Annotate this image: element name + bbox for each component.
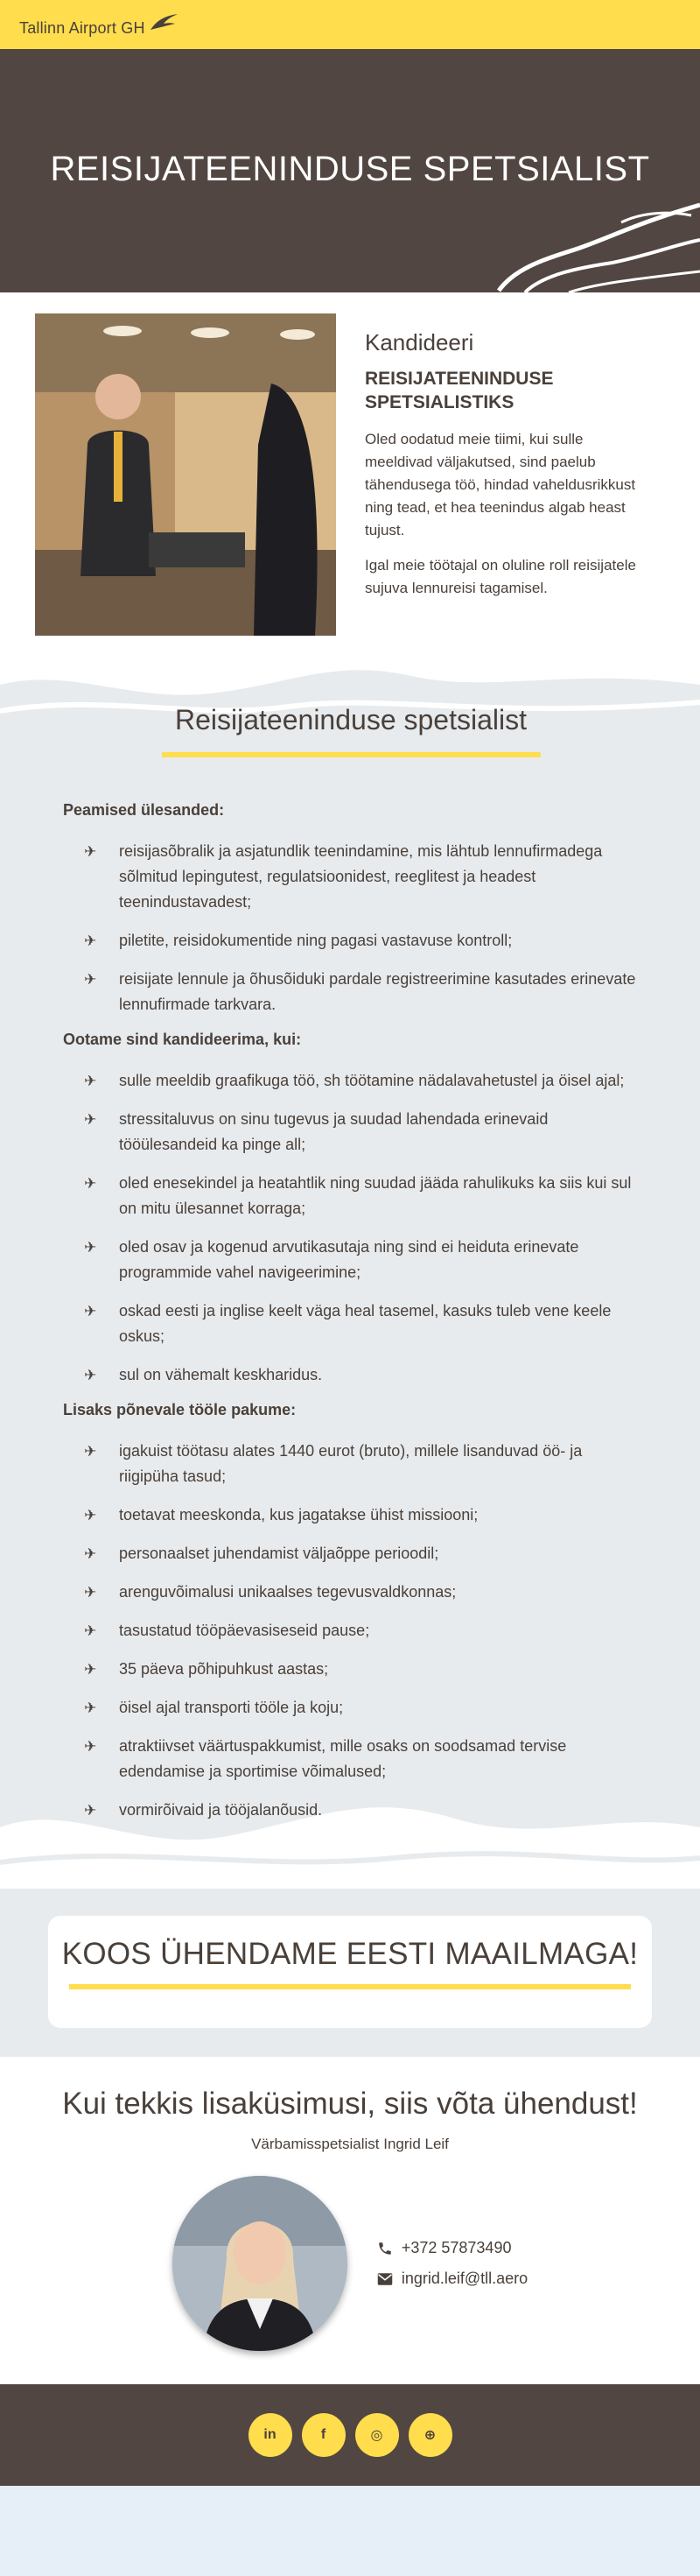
email-link[interactable]	[377, 2270, 528, 2288]
website-globe-icon[interactable]: ⊕	[409, 2413, 452, 2457]
top-bar	[0, 0, 700, 49]
list-item: ✈ stressitaluvus on sinu tugevus ja suudad lahendada erinevaid tööülesandeid ka pinge all;	[63, 1107, 639, 1158]
intro-text	[365, 313, 645, 658]
linkedin-icon[interactable]: in	[248, 2413, 292, 2457]
plane-icon: ✈	[84, 1700, 97, 1716]
plane-icon: ✈	[84, 1738, 97, 1755]
list-item: ✈ vormirõivaid ja tööjalanõusid.	[63, 1798, 639, 1823]
list-item: ✈ toetavat meeskonda, kus jagatakse ühist missiooni;	[63, 1503, 639, 1528]
requirements-list	[63, 1068, 639, 1388]
plane-icon: ✈	[84, 1111, 97, 1128]
intro-section	[0, 292, 700, 658]
plane-icon: ✈	[84, 1073, 97, 1089]
slogan-card	[48, 1916, 652, 2028]
recruiter-avatar	[172, 2176, 347, 2351]
envelope-icon	[377, 2272, 393, 2286]
section-title-requirements: Ootame sind kandideerima, kui:	[63, 1031, 302, 1048]
plane-icon: ✈	[84, 1175, 97, 1192]
list-item: ✈ reisijate lennule ja õhusõiduki pardale registreerimine kasutades erinevate lennufirmade tarkvara.	[63, 967, 639, 1017]
slogan-text: KOOS ÜHENDAME EESTI MAAILMAGA!	[61, 1937, 639, 1971]
role-heading: REISIJATEENINDUSE SPETSIALISTIKS	[365, 369, 554, 412]
plane-icon: ✈	[84, 1507, 97, 1524]
contact-row	[0, 2176, 700, 2351]
swallow-bird-icon	[149, 12, 178, 35]
list-item: ✈ sul on vähemalt keskharidus.	[63, 1362, 639, 1388]
plane-icon: ✈	[84, 933, 97, 949]
contact-title: Kui tekkis lisaküsimusi, siis võta ühendust!	[62, 2087, 638, 2121]
plane-icon: ✈	[84, 1239, 97, 1256]
list-item: ✈ reisijasõbralik ja asjatundlik teenindamine, mis lähtub lennufirmadega sõlmitud lepingutest, regulatsioonidest, reeglitest ja headest teenindustavadest;	[63, 839, 639, 915]
plane-icon: ✈	[84, 971, 97, 988]
details-title: Reisijateeninduse spetsialist	[175, 704, 527, 735]
list-item: ✈ oled enesekindel ja heatahtlik ning suudad jääda rahulikuks ka siis kui sul on mitu ülesannet korraga;	[63, 1171, 639, 1221]
list-item: ✈ oskad eesti ja inglise keelt väga heal tasemel, kasuks tuleb vene keele oskus;	[63, 1299, 639, 1349]
employee-photo	[35, 313, 336, 636]
plane-icon: ✈	[84, 1661, 97, 1678]
facebook-icon[interactable]: f	[302, 2413, 346, 2457]
plane-icon: ✈	[84, 1584, 97, 1601]
plane-icon: ✈	[84, 1367, 97, 1383]
list-item: ✈ oled osav ja kogenud arvutikasutaja ning sind ei heiduta erinevate programmide vahel navigeerimine;	[63, 1235, 639, 1285]
recruiter-name: Värbamisspetsialist Ingrid Leif	[251, 2136, 449, 2152]
plane-icon: ✈	[84, 1545, 97, 1562]
list-item: ✈ igakuist töötasu alates 1440 eurot (bruto), millele lisanduvad öö- ja riigipüha tasud;	[63, 1439, 639, 1489]
benefits-list	[63, 1439, 639, 1823]
list-item: ✈ personaalset juhendamist väljaõppe perioodil;	[63, 1541, 639, 1566]
phone-link[interactable]	[377, 2239, 528, 2257]
list-item: ✈ piletite, reisidokumentide ning pagasi vastavuse kontroll;	[63, 928, 639, 954]
hero-title: REISIJATEENINDUSE SPETSIALIST	[50, 149, 650, 188]
apply-kicker: Kandideeri	[365, 329, 474, 355]
title-underline	[162, 752, 541, 757]
contact-section	[0, 2057, 700, 2384]
list-item: ✈ tasustatud tööpäevasiseseid pause;	[63, 1618, 639, 1643]
brand-logo[interactable]	[19, 12, 178, 38]
page-bottom-spacer	[0, 2486, 700, 2561]
list-item: ✈ arenguvõimalusi unikaalses tegevusvaldkonnas;	[63, 1580, 639, 1605]
slogan-section	[0, 1889, 700, 2057]
email-address: ingrid.leif@tll.aero	[401, 2270, 528, 2287]
plane-icon: ✈	[84, 1622, 97, 1639]
plane-icon: ✈	[84, 1443, 97, 1460]
footer-social	[0, 2384, 700, 2486]
intro-paragraph: Oled oodatud meie tiimi, kui sulle meeldivad väljakutsed, sind paelub tähendusega töö, hindad vaheldusrikkust ning tead, et hea teenindus algab heast tujust.	[365, 431, 636, 538]
tasks-list	[63, 839, 639, 1017]
section-title-benefits: Lisaks põnevale tööle pakume:	[63, 1401, 297, 1418]
hero-banner	[0, 49, 700, 292]
phone-number: +372 57873490	[401, 2239, 512, 2256]
plane-icon: ✈	[84, 843, 97, 860]
plane-icon: ✈	[84, 1802, 97, 1819]
map-contour-decoration	[490, 187, 700, 292]
contact-details	[377, 2227, 528, 2300]
plane-icon: ✈	[84, 1303, 97, 1320]
slogan-underline	[69, 1984, 631, 1989]
list-item: ✈ sulle meeldib graafikuga töö, sh töötamine nädalavahetustel ja öisel ajal;	[63, 1068, 639, 1094]
instagram-icon[interactable]: ◎	[355, 2413, 399, 2457]
list-item: ✈ 35 päeva põhipuhkust aastas;	[63, 1657, 639, 1682]
phone-icon	[377, 2241, 393, 2256]
list-item: ✈ atraktiivset väärtuspakkumist, mille osaks on soodsamad tervise edendamise ja sportimise võimalused;	[63, 1734, 639, 1784]
job-details-section	[0, 658, 700, 1889]
section-title-tasks: Peamised ülesanded:	[63, 801, 225, 819]
intro-paragraph: Igal meie töötajal on oluline roll reisijatele sujuva lennureisi tagamisel.	[365, 557, 636, 596]
list-item: ✈ öisel ajal transporti tööle ja koju;	[63, 1695, 639, 1721]
brand-name: Tallinn Airport GH	[19, 18, 145, 37]
